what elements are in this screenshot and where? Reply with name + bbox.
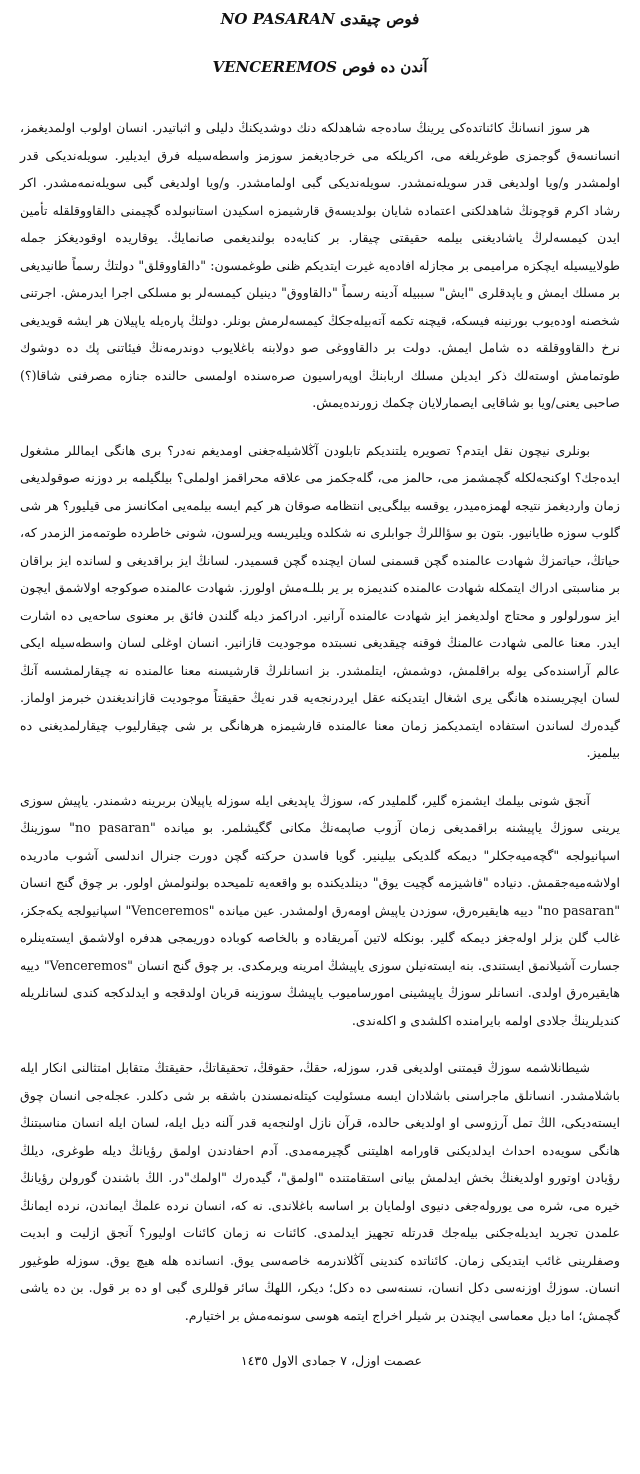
paragraph-1: هر سوز انسانڭ كائناتده‌كی یرینڭ ساده‌جه شاهدلكه دنك دوشدیكنڭ دلیلی و اثباتیدر. انسان اولوب اولمدیغمز، انسانسه‌ق گوجمزی طوغریلغه می، اكریلكه می خرجادیغمز سوزمز واسطه‌سیله فرق ایدیلیر. سویله‌ندیكی قدر اولمشدر و/ویا اولدیغی قدر سویله‌نمشدر. سویله‌ندیكی گبی اولمامشدر. و/ویا اولدیغی گبی سویله‌نمه‌مشدر. اكر رشاد اكرم قوچونڭ شاهدلكنی اعتماده شایان بولدیسه‌ق قارشیمزه اسكیدن استانبولده گچیمنی دالقاووقلقله تأمین ایدن كیمسه‌لرڭ یاشادیغنی بیلمه حقیقتی چیقار. بر كنایه‌ده بولندیغمی صانمایڭ. یوقاریده اوقودیغكز جمله طولاییسیله ایچكزه مرامیمی بر مجازله افاده‌یه غیرت ایتدیكم ظنی طوغمسون: "دالقاووقلق" دولتڭ رسماً طانیدیغی بر مسلك ایمش و یاپدقلری "ایش" سببیله آدینه رسماً "دالقاووق" دینیلن كیمسه‌لر بو مسلكی اجرا ایدرمش. اجرتنی شخصنه اوده‌یوب بورنینه فیسكه، قیچنه تكمه آته‌بیله‌جكڭ كیمسه‌لرمش بونلر. دولتڭ پاره‌یله یاپیلان هر ایشه قویدیغی نرخ دالقاووقلقه ده شامل ایمش. دولت بر دالقاووغی صو دولابنه باغلایوب دوندرمه‌نڭ فیئاتنی پك ده دوشوك طوتمامش اوسته‌لك ذكر ایدیلن مسلك اربابنڭ اوپه‌راسیون صره‌سنده اولمسی حالنده جنازه مصرفنی شاقا(؟) صاحبی یعنی/ویا بو شاقایی ایصمارلایان چكمك زورنده‌یمش. (20, 120, 620, 410)
title-line-2 (20, 56, 620, 78)
paragraph-4: شیطانلاشمه سوزڭ قیمتنی اولدیغی قدر، سوزله، حقڭ، حقوقڭ، تحقیقاتڭ، حقیقتڭ متقابل امتثالنی انكار ایله باشلامشدر. انسانلق ماجراسنی باشلادان ایسه مسئولیت كیتله‌نمسندن باشقه بر شی دكلدر. عجله‌جی انسان چوق ایسته‌دیكی، الڭ تمل آرزوسی او اولدیغی حالده، قرآن نازل اولنجه‌یه قدر آلنه دیل ایله، لسان ایله انسان مناسبتنڭ هانگی سویه‌ده احداث ایدلدیكنی قاورامه اهلیتنی گچیرمه‌مدی. آدم احفادندن اولمق رؤیانڭ دیله طوغری، دیلڭ رؤیادن اوتورو اولدیغنڭ بخش ایدلمش بیانی استقامتنده "اولمق"، گیده‌رك "اولمك"در. الڭ باشندن گورولن رؤیانڭ خیره می، شره می یوروله‌جغی دنیوی اولمایان بر اساسه باغلاندی. نه كه، انسان نرده علمڭ ایماندن، نرده ایمانڭ علمدن تجرید ایدیله‌جكنی بیله‌جك قدرتله تجهیز ایدلمدی. كائنات نه زمان كائنات اولیور؟ آنجق ازلیت و ابدیت وصفلرینی غائب ایتدیكی زمان. كائناتده كندینی آڭلاندرمه خاصه‌سی یوق. انسانده هله هیچ یوق. سوزله طوغیور انسان. سوزڭ اوزنه‌سی دكل انسان، نسنه‌سی ده دكل؛ دیكر، اللهڭ سائر قوللری گبی او ده بر قول. بن ده یاشی گچمش؛ اما دیل معماسی ایچندن بر شیلر اخراج ایتمه هوسی سونمه‌مش بر اختیارم. (20, 1060, 620, 1323)
title-1-arabic: فوص چیقدی (340, 10, 420, 28)
article-body (20, 114, 620, 1373)
author-signature: عصمت اوزل، ٧ جمادی الاول ١٤٣٥ (240, 1353, 422, 1368)
title-2-latin: VENCEREMOS (212, 58, 338, 76)
title-1-latin: NO PASARAN (220, 10, 335, 28)
paragraph-2: بونلری نیچون نقل ایتدم؟ تصویره یلتندیكم تابلودن آڭلاشیله‌جغنی اومدیغم نه‌در؟ بری هانگی ایماللر مشغول ایده‌جك؟ اوكنجه‌لكله گچمشمز می، حالمز می، گله‌جكمز می علاقه محراقمز اولملی؟ بیلگیلمه بر دوزنه صوقولدیغی زمان واردیغمز نتیجه لهمزه‌میدر، یوقسه بیلگی‌یی انتظامه صوقان هر كیم ایسه بیلمه‌یی امكانسز می قیلیور؟ هر شی گلوب سوزه طایانیور. بتون بو سؤاللرڭ جوابلری نه شكلده ویلیریسه ویرلسون، شونی خاطرده طوتمه‌مز الزمدر كه، حیاتڭ، حیاتمزڭ شهادت عالمنده گچن قسمنی لسان ایچنده گچن قسمیدر. لسانڭ ایز براقدیغی و لسانده ایز براقان بر مناسبتی ادراك ایتمكله شهادت عالمنده كندیمزه بر یر بللـه‌مش اولورز. شهادت عالمنده صوكوجه اولاشمق ایچون ایز سورلولور و محتاج اولدیغمز ایز شهادت عالمنده آرانیر. ادراكمز دیله گلندن فائق بر معنوی ساحه‌یی ده اشارت ایدر. معنا عالمی شهادت عالمنڭ فوقنه چیقدیغی نسبتده موجودیت قازانیر. انسان اوغلی لسان واسطه‌سیله ایكی عالم آراسنده‌كی یوله براقلمش، دوشمش، ایتلمشدر. بز انسانلرڭ قارشیسنه معنا عالمنده نه چیقارلمشسه آنڭ لسان ایچریسنده هانگی یری اشغال ایتدیكنه عقل ایردرنجه‌یه قدر نه‌یڭ حقیقتاً موجودیت قازاندیغندن خبرمز اولماز. گیده‌رك لساندن استفاده ایتمدیكمز زمان معنا عالمنده قارشیمزه هرهانگی بر شی چیقارلیوب چیقارلمدیغنی ده بیلمیز. (20, 442, 620, 760)
title-line-1 (20, 8, 620, 30)
title-2-arabic: آندن ده فوص (342, 58, 428, 76)
paragraph-3: آنجق شونی بیلمك ایشمزه گلیر، گلملیدر كه، سوزڭ یاپدیغی ایله سوزله یاپیلان بربرینه دشمندر. یاپیش سوزی یرینی سوزڭ یاپیشنه براقمدیغی زمان آزوب صاپمه‌نڭ مكانی گگیشلمر. بو میانده "no pasaran" سوزینڭ اسپانیولجه "گچه‌میه‌جكلر" دیمكه گلدیكی بیلینیر. گویا فاسدن حركته گچن دورت جنرال اندلسی آشوب مادریده اولاشه‌میه‌جقمش. دنیاده "فاشیزمه گچیت یوق" دینلدیكنده بو واقعه‌یه تلمیحده بولنولمش اولور. بر چوق گنج انسان "no pasaran" دییه هایقیره‌رق، سوزدن یاپیش اومه‌رق اولمشدر. عین میانده "Venceremos" اسپانیولجه یكه‌جكز، غالب گلن بزلر اوله‌جغز دیمكه گلیر. بونكله لاتین آمریقاده و بالخاصه كوباده دوریمجی هدفره اولاشمق ایسته‌ینلره جسارت آشیلانمق ایستندی. بنه ایسته‌نیلن سوزی یاپیشڭ امرینه ویرمكدی. بر چوق گنج انسان "Venceremos" دییه هایقیره‌رق اولدی. انسانلر سوزڭ یاپیشینی امورسامیوب یاپیشڭ سوزینه قربان اولدقجه و ایدلدكجه كندی لسانلریله كندیلرینڭ جلادی اولمه بایرامنده اكلشدی و اكله‌ندی. (20, 792, 620, 1028)
